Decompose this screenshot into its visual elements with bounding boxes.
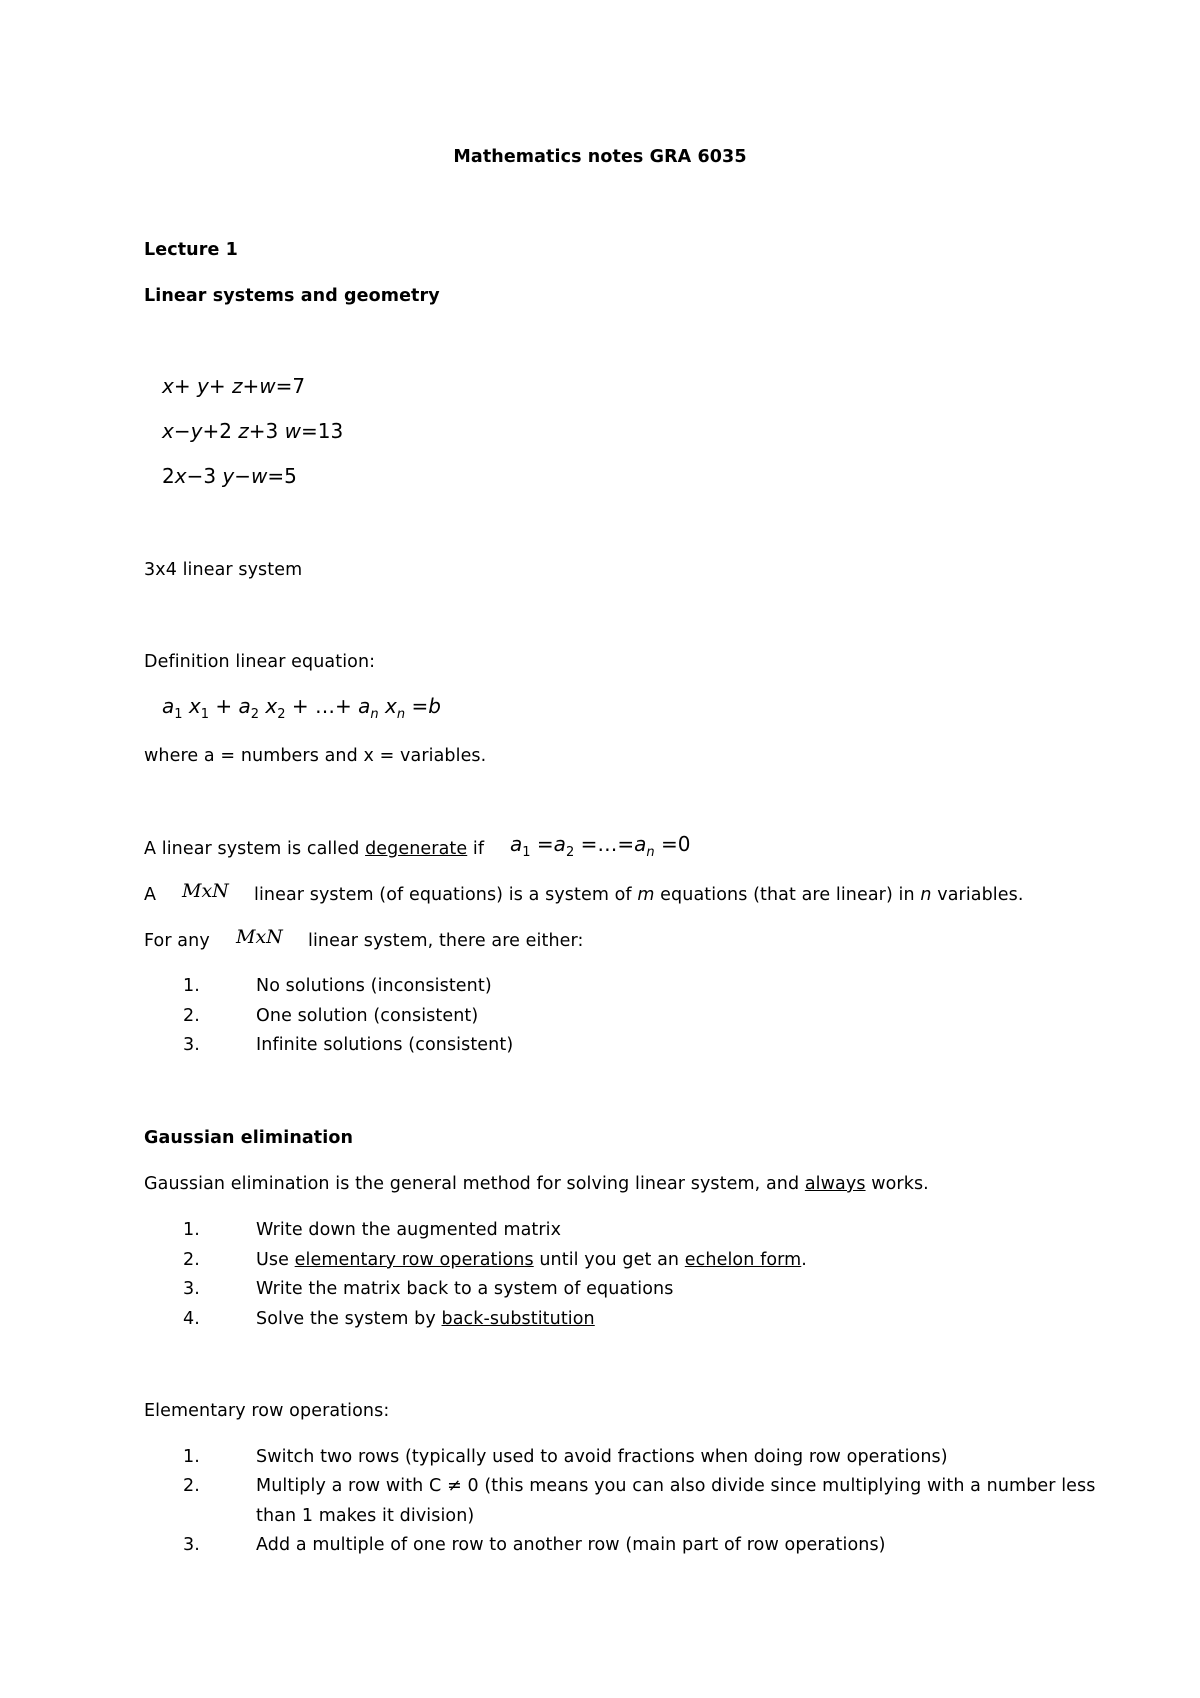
list-number: 3. [183,1535,200,1555]
mxn-prefix: A [144,885,157,905]
mxn-description [254,884,1024,906]
degenerate-sentence [144,838,484,860]
document-title: Mathematics notes GRA 6035 [453,147,747,167]
for-any-suffix: linear system, there are either: [308,931,584,951]
lecture-heading: Lecture 1 [144,240,238,260]
equation-3: 2x−3 y−w=5 [162,464,297,488]
list-number: 1. [183,1447,200,1467]
step-text: Use [256,1250,295,1270]
list-text-continuation: than 1 makes it division) [256,1506,475,1526]
back-substitution-term: back-substitution [441,1309,595,1329]
mxn-text-end: variables. [931,885,1024,905]
where-text: where a = numbers and x = variables. [144,746,487,766]
equation-2: x−y+2 z+3 w=13 [162,419,344,443]
mxn-text-before: linear system (of equations) is a system of [254,885,638,905]
mxn-symbol: MxN [182,880,229,902]
gauss-intro-prefix: Gaussian elimination is the general method for solving linear system, and [144,1174,805,1194]
mxn-m: m [637,885,655,905]
list-text: Infinite solutions (consistent) [256,1035,514,1055]
step-text: . [801,1250,807,1270]
list-item [183,1034,513,1056]
equation-1: x+ y+ z+w=7 [162,374,306,398]
list-item [183,1475,1096,1497]
degenerate-suffix: if [467,839,485,859]
list-number: 1. [183,976,200,996]
degenerate-prefix: A linear system is called [144,839,366,859]
list-item [183,1446,948,1468]
step-text: until you get an [533,1250,685,1270]
list-text: One solution (consistent) [256,1006,479,1026]
list-text: Write the matrix back to a system of equations [256,1279,674,1299]
degenerate-formula: $a_1 =a_2$ $=\dots=a_n =0$ [510,832,691,860]
list-item [183,975,492,997]
list-number: 4. [183,1309,200,1329]
list-number: 2. [183,1476,200,1496]
list-text [256,1308,595,1330]
list-text [256,1249,807,1271]
list-text: Switch two rows (typically used to avoid fractions when doing row operations) [256,1447,948,1467]
list-item [183,1249,807,1271]
mxn-text-middle: equations (that are linear) in [654,885,921,905]
for-any-prefix: For any [144,931,210,951]
elementary-row-operations-term: elementary row operations [294,1250,534,1270]
list-text: No solutions (inconsistent) [256,976,492,996]
step-text: Solve the system by [256,1309,442,1329]
list-text: Multiply a row with C ≠ 0 (this means you can also divide since multiplying with a number less [256,1476,1096,1496]
gauss-intro [144,1173,929,1195]
linear-equation-formula: $a_1$ $x_1 + a_2$ $x_2$ + …+ $a_n$ $x_n =b$ [162,694,441,722]
list-item [183,1005,478,1027]
gauss-heading: Gaussian elimination [144,1128,354,1148]
list-text: Add a multiple of one row to another row (main part of row operations) [256,1535,886,1555]
definition-label: Definition linear equation: [144,652,376,672]
gauss-intro-emph: always [804,1174,866,1194]
list-number: 2. [183,1250,200,1270]
list-number: 3. [183,1035,200,1055]
list-item [183,1308,595,1330]
for-any-symbol: MxN [236,926,283,948]
list-item [183,1534,886,1556]
mxn-n: n [920,885,932,905]
list-item [183,1278,673,1300]
list-text: Write down the augmented matrix [256,1220,562,1240]
list-number: 3. [183,1279,200,1299]
degenerate-term: degenerate [365,839,468,859]
system-size-text: 3x4 linear system [144,560,303,580]
row-ops-label: Elementary row operations: [144,1401,390,1421]
echelon-form-term: echelon form [684,1250,802,1270]
gauss-intro-suffix: works. [865,1174,929,1194]
list-number: 1. [183,1220,200,1240]
list-number: 2. [183,1006,200,1026]
list-item [183,1219,561,1241]
section-heading-linear-systems: Linear systems and geometry [144,286,440,306]
